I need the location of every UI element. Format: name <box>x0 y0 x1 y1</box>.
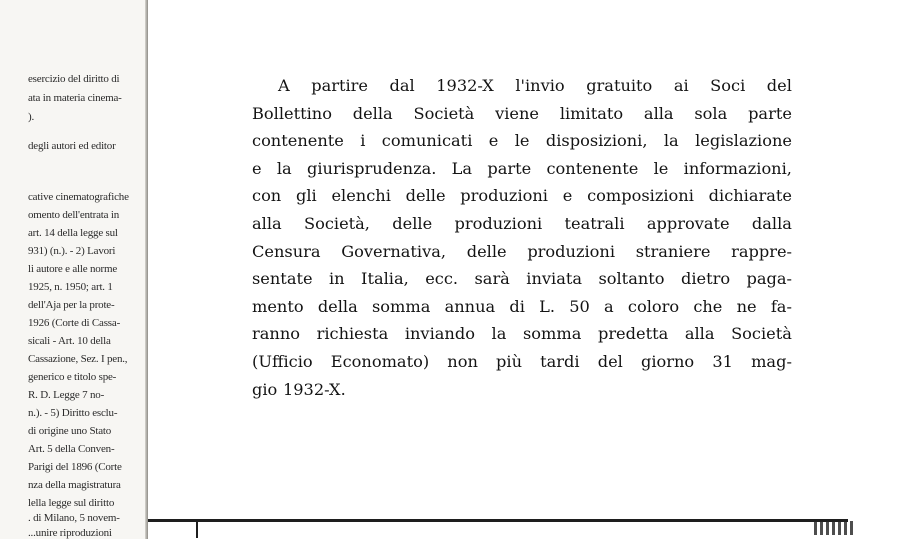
paragraph-word: la <box>276 158 292 178</box>
paragraph-word: paga- <box>746 269 792 289</box>
left-text-line: nza della magistratura <box>28 479 121 491</box>
paragraph-line <box>252 182 792 210</box>
paragraph-line <box>252 127 792 155</box>
paragraph-word: tardi <box>540 351 580 371</box>
paragraph-word: mento <box>252 296 304 316</box>
paragraph-line <box>252 100 792 128</box>
paragraph-word: inviata <box>526 269 583 289</box>
bottom-scan-mark <box>814 521 854 535</box>
left-text-line: 1925, n. 1950; art. 1 <box>28 281 113 293</box>
paragraph-word: comunicati <box>381 131 473 151</box>
paragraph-word: A <box>278 76 290 95</box>
left-text-line: art. 14 della legge sul <box>28 227 118 239</box>
paragraph-word: 50 <box>569 296 590 316</box>
paragraph-word: di <box>509 296 525 316</box>
paragraph-word: alla <box>643 103 674 123</box>
paragraph-word: somma <box>371 296 431 316</box>
paragraph-word: ai <box>673 76 689 95</box>
paragraph-word: contenente <box>546 158 639 178</box>
paragraph-word: in <box>329 269 345 289</box>
left-text-line: 1926 (Corte di Cassa- <box>28 317 121 329</box>
paragraph-word: alla <box>684 324 715 344</box>
paragraph-word: disposizioni, <box>545 131 648 151</box>
paragraph-word: la <box>663 131 679 151</box>
paragraph-word: dietro <box>680 269 731 289</box>
paragraph-word: limitato <box>559 103 624 123</box>
left-page-fragment <box>0 0 148 539</box>
paragraph-word: ranno <box>252 324 300 344</box>
paragraph-word: gio <box>252 379 278 399</box>
paragraph-word: informazioni, <box>683 158 792 178</box>
paragraph-word: 1932-X. <box>282 379 346 399</box>
paragraph-word: inviando <box>404 324 475 344</box>
paragraph-line <box>252 238 792 266</box>
left-text-line: 931) (n.). - 2) Lavori <box>28 245 116 257</box>
left-text-line: R. D. Legge 7 no- <box>28 389 105 401</box>
paragraph-word: e <box>252 158 262 178</box>
paragraph-word: della <box>317 296 358 316</box>
paragraph-word: (Ufficio <box>252 351 313 371</box>
paragraph-word: 31 <box>712 351 733 371</box>
paragraph-word: che <box>693 296 723 316</box>
paragraph-word: l'invio <box>515 76 565 95</box>
paragraph-line <box>252 348 792 376</box>
paragraph-word: partire <box>311 76 368 95</box>
left-text-line: ata in materia cinema- <box>28 92 122 104</box>
paragraph-word: giurisprudenza. <box>306 158 437 178</box>
paragraph-word: le <box>653 158 669 178</box>
paragraph-word: la <box>491 324 507 344</box>
paragraph-word: ecc. <box>425 269 459 289</box>
paragraph-word: coloro <box>627 296 680 316</box>
paragraph-word: dichiarate <box>708 186 792 206</box>
paragraph-word: gli <box>296 186 317 206</box>
paragraph-word: del <box>766 76 792 95</box>
left-text-line: Cassazione, Sez. I pen., <box>28 353 128 365</box>
paragraph-word: sentate <box>252 269 313 289</box>
paragraph-word: più <box>496 351 522 371</box>
paragraph-word: viene <box>495 103 540 123</box>
paragraph-word: Censura <box>252 241 321 261</box>
paragraph-word: produzioni <box>460 186 548 206</box>
paragraph-word: rappre- <box>731 241 792 261</box>
paragraph-word: predetta <box>597 324 669 344</box>
paragraph-word: delle <box>466 241 507 261</box>
paragraph-word: teatrali <box>564 213 625 233</box>
left-text-line: n.). - 5) Diritto esclu- <box>28 407 118 419</box>
left-text-line: dell'Aja per la prote- <box>28 299 115 311</box>
paragraph-word: La <box>451 158 473 178</box>
paragraph-word: contenente <box>252 131 344 151</box>
paragraph-word: gratuito <box>586 76 653 95</box>
paragraph-word: L. <box>539 296 556 316</box>
left-text-line: ). <box>28 111 35 123</box>
paragraph-line <box>252 155 792 183</box>
paragraph-word: 1932-X <box>436 76 494 95</box>
paragraph-word: composizioni <box>587 186 694 206</box>
left-text-line: . di Milano, 5 novem- <box>28 512 120 524</box>
left-text-line: di origine uno Stato <box>28 425 112 437</box>
paragraph-word: Società <box>413 103 475 123</box>
paragraph-word: straniere <box>635 241 711 261</box>
paragraph-line <box>252 376 792 404</box>
paragraph-line <box>252 320 792 348</box>
left-text-line: li autore e alle norme <box>28 263 118 275</box>
left-text-line: sicali - Art. 10 della <box>28 335 111 347</box>
paragraph-word: Società, <box>303 213 370 233</box>
paragraph-word: mag- <box>751 351 792 371</box>
paragraph-word: parte <box>487 158 532 178</box>
paragraph-word: Società <box>731 324 792 344</box>
left-text-line: cative cinematografiche <box>28 191 129 203</box>
paragraph-word: Bollettino <box>252 103 332 123</box>
paragraph-word: della <box>352 103 393 123</box>
left-text-line: omento dell'entrata in <box>28 209 120 221</box>
paragraph-line <box>252 265 792 293</box>
paragraph-line <box>252 72 792 100</box>
page-edge <box>145 0 148 539</box>
paragraph-word: non <box>447 351 478 371</box>
bottom-corner-mark <box>150 519 198 538</box>
paragraph-word: le <box>514 131 530 151</box>
paragraph-word: fa- <box>770 296 792 316</box>
paragraph-word: Italia, <box>361 269 409 289</box>
paragraph-word: delle <box>392 213 433 233</box>
left-text-line: degli autori ed editor <box>28 140 116 152</box>
left-text-line: ...unire riproduzioni <box>28 527 112 539</box>
left-text-line: Art. 5 della Conven- <box>28 443 115 455</box>
paragraph-line <box>252 293 792 321</box>
paragraph-word: Governativa, <box>341 241 447 261</box>
paragraph-word: Soci <box>710 76 746 95</box>
paragraph-word: somma <box>522 324 582 344</box>
paragraph-word: dal <box>389 76 415 95</box>
paragraph-word: giorno <box>640 351 695 371</box>
paragraph-word: del <box>597 351 623 371</box>
left-text-line: lella legge sul diritto <box>28 497 115 509</box>
paragraph-word: produzioni <box>454 213 543 233</box>
left-text-line: esercizio del diritto di <box>28 73 120 85</box>
paragraph-word: a <box>604 296 614 316</box>
paragraph-word: sarà <box>474 269 510 289</box>
paragraph-word: parte <box>748 103 792 123</box>
paragraph-word: Economato) <box>330 351 430 371</box>
paragraph-word: richiesta <box>316 324 389 344</box>
paragraph-word: sola <box>694 103 728 123</box>
paragraph-word: e <box>562 186 573 206</box>
left-text-line: Parigi del 1896 (Corte <box>28 461 122 473</box>
paragraph-word: e <box>488 131 499 151</box>
paragraph-word: legislazione <box>695 131 792 151</box>
paragraph-word: delle <box>405 186 446 206</box>
paragraph-word: soltanto <box>598 269 665 289</box>
paragraph-word: elenchi <box>331 186 391 206</box>
paragraph-word: con <box>252 186 282 206</box>
paragraph-word: i <box>360 131 366 151</box>
paragraph-word: dalla <box>751 213 792 233</box>
left-text-line: generico e titolo spe- <box>28 371 117 383</box>
paragraph-word: produzioni <box>527 241 616 261</box>
paragraph-word: approvate <box>646 213 730 233</box>
paragraph-line <box>252 210 792 238</box>
bottom-rule <box>148 519 848 522</box>
paragraph-word: annua <box>444 296 496 316</box>
paragraph-word: alla <box>252 213 282 233</box>
paragraph-word: ne <box>736 296 757 316</box>
notice-paragraph <box>252 72 792 403</box>
